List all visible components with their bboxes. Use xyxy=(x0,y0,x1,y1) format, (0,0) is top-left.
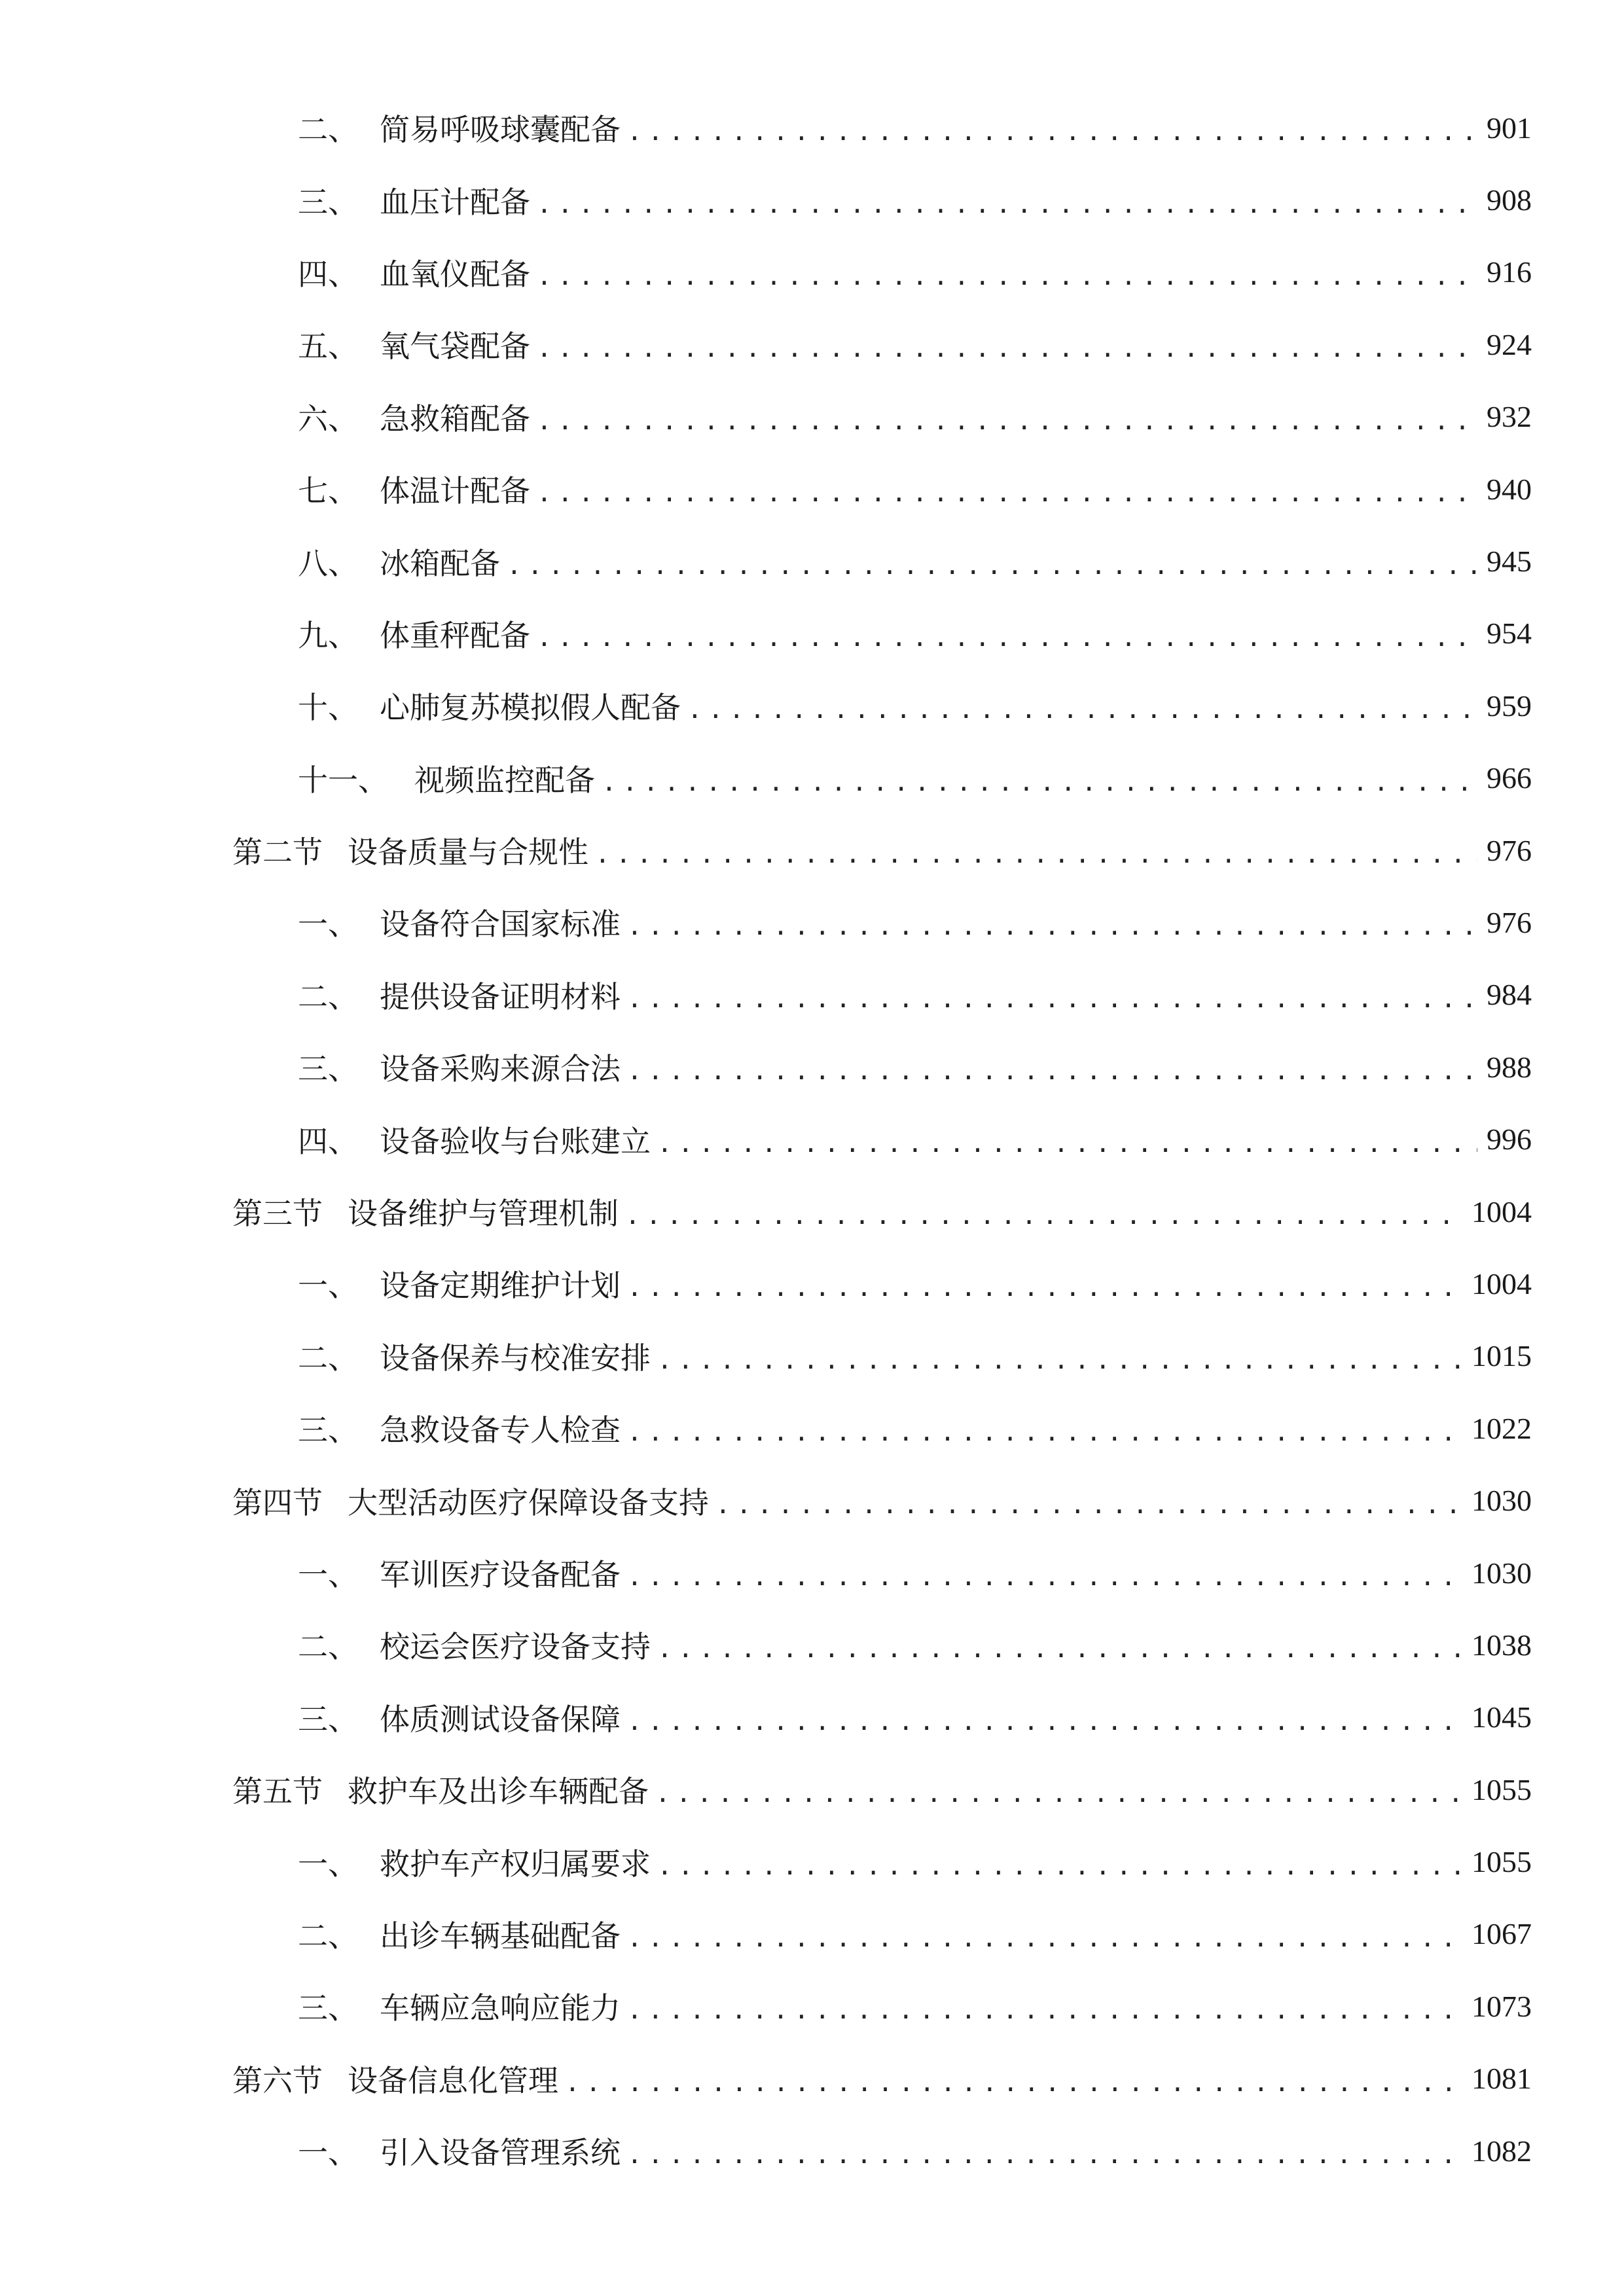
entry-page-number: 976 xyxy=(1487,905,1532,939)
entry-page-number: 1004 xyxy=(1471,1194,1532,1229)
section-title: 大型活动医疗保障设备支持 xyxy=(348,1484,709,1520)
entry-number: 三、 xyxy=(298,1051,358,1087)
toc-section-entry[interactable] xyxy=(232,1753,1532,1825)
entry-title: 设备定期维护计划 xyxy=(380,1268,621,1304)
dot-leader xyxy=(657,1634,1462,1663)
entry-page-number: 988 xyxy=(1487,1050,1532,1084)
dot-leader xyxy=(625,1201,1462,1230)
entry-number: 三、 xyxy=(298,184,358,220)
entry-page-number: 1055 xyxy=(1471,1772,1532,1806)
section-number: 第五节 xyxy=(232,1774,323,1810)
dot-leader xyxy=(657,1852,1462,1880)
entry-number: 二、 xyxy=(298,1629,358,1665)
entry-page-number: 924 xyxy=(1487,327,1532,361)
section-number: 第二节 xyxy=(232,834,323,870)
dot-leader xyxy=(627,1273,1462,1302)
toc-entry[interactable] xyxy=(232,1681,1532,1753)
toc-section-entry[interactable] xyxy=(232,1175,1532,1247)
entry-number: 六、 xyxy=(298,401,358,437)
entry-title: 设备验收与台账建立 xyxy=(380,1123,651,1159)
entry-number: 十、 xyxy=(298,690,358,726)
entry-number: 一、 xyxy=(298,1557,358,1592)
entry-number: 二、 xyxy=(298,112,358,148)
dot-leader xyxy=(687,695,1477,724)
entry-page-number: 1045 xyxy=(1471,1700,1532,1734)
entry-page-number: 1004 xyxy=(1471,1266,1532,1300)
entry-page-number: 1082 xyxy=(1471,2134,1532,2168)
entry-title: 视频监控配备 xyxy=(414,762,595,798)
toc-entry[interactable] xyxy=(232,1320,1532,1392)
entry-page-number: 959 xyxy=(1487,689,1532,723)
dot-leader xyxy=(507,551,1477,580)
dot-leader xyxy=(627,1707,1462,1736)
toc-entry[interactable] xyxy=(232,2115,1532,2187)
entry-page-number: 940 xyxy=(1487,472,1532,506)
entry-title: 体温计配备 xyxy=(380,473,530,509)
entry-number: 八、 xyxy=(298,545,358,581)
entry-title: 出诊车辆基础配备 xyxy=(380,1918,621,1954)
entry-title: 血氧仪配备 xyxy=(380,256,530,292)
entry-page-number: 908 xyxy=(1487,183,1532,217)
toc-entry[interactable] xyxy=(232,959,1532,1031)
toc-entry[interactable] xyxy=(232,92,1532,164)
entry-title: 设备采购来源合法 xyxy=(380,1051,621,1087)
entry-page-number: 984 xyxy=(1487,978,1532,1012)
dot-leader xyxy=(627,1056,1477,1085)
entry-title: 体重秤配备 xyxy=(380,617,530,653)
dot-leader xyxy=(627,1562,1462,1591)
dot-leader xyxy=(715,1490,1462,1519)
dot-leader xyxy=(537,478,1477,507)
dot-leader xyxy=(627,912,1477,941)
section-number: 第三节 xyxy=(232,1196,323,1232)
entry-page-number: 901 xyxy=(1487,111,1532,145)
entry-number: 十一、 xyxy=(298,762,388,798)
entry-title: 冰箱配备 xyxy=(380,545,500,581)
entry-page-number: 1073 xyxy=(1471,1989,1532,2023)
entry-title: 急救设备专人检查 xyxy=(380,1412,621,1448)
entry-title: 氧气袋配备 xyxy=(380,329,530,365)
dot-leader xyxy=(627,1924,1462,1952)
toc-entry[interactable] xyxy=(232,236,1532,308)
entry-page-number: 1081 xyxy=(1471,2062,1532,2096)
toc-entry[interactable] xyxy=(232,308,1532,380)
section-title: 设备质量与合规性 xyxy=(348,834,588,870)
entry-number: 四、 xyxy=(298,1123,358,1159)
entry-page-number: 1038 xyxy=(1471,1628,1532,1662)
toc-entry[interactable] xyxy=(232,164,1532,236)
entry-page-number: 1015 xyxy=(1471,1339,1532,1373)
entry-page-number: 945 xyxy=(1487,545,1532,579)
entry-page-number: 932 xyxy=(1487,400,1532,434)
entry-number: 一、 xyxy=(298,2135,358,2171)
entry-page-number: 996 xyxy=(1487,1122,1532,1157)
entry-title: 救护车产权归属要求 xyxy=(380,1846,651,1882)
dot-leader xyxy=(627,117,1477,146)
entry-number: 五、 xyxy=(298,329,358,365)
toc-entry[interactable] xyxy=(232,598,1532,670)
section-title: 救护车及出诊车辆配备 xyxy=(348,1774,649,1810)
dot-leader xyxy=(627,2140,1462,2169)
entry-page-number: 1030 xyxy=(1471,1556,1532,1590)
toc-section-entry[interactable] xyxy=(232,1464,1532,1536)
entry-page-number: 976 xyxy=(1487,833,1532,867)
entry-number: 三、 xyxy=(298,1701,358,1737)
entry-number: 九、 xyxy=(298,617,358,653)
dot-leader xyxy=(537,623,1477,652)
toc-entry[interactable] xyxy=(232,1103,1532,1175)
dot-leader xyxy=(657,1346,1462,1374)
entry-number: 一、 xyxy=(298,1268,358,1304)
dot-leader xyxy=(537,190,1477,219)
toc-entry[interactable] xyxy=(232,1031,1532,1103)
entry-title: 简易呼吸球囊配备 xyxy=(380,112,621,148)
toc-entry[interactable] xyxy=(232,453,1532,525)
dot-leader xyxy=(537,406,1477,435)
entry-title: 体质测试设备保障 xyxy=(380,1701,621,1737)
toc-entry[interactable] xyxy=(232,742,1532,814)
toc-entry[interactable] xyxy=(232,1970,1532,2042)
entry-title: 设备保养与校准安排 xyxy=(380,1340,651,1376)
entry-number: 一、 xyxy=(298,906,358,942)
entry-number: 二、 xyxy=(298,978,358,1014)
entry-number: 一、 xyxy=(298,1846,358,1882)
entry-title: 校运会医疗设备支持 xyxy=(380,1629,651,1665)
dot-leader xyxy=(627,1418,1462,1446)
entry-page-number: 954 xyxy=(1487,617,1532,651)
entry-page-number: 1030 xyxy=(1471,1484,1532,1518)
entry-title: 车辆应急响应能力 xyxy=(380,1990,621,2026)
entry-title: 急救箱配备 xyxy=(380,401,530,437)
toc-entry[interactable] xyxy=(232,1609,1532,1681)
entry-page-number: 916 xyxy=(1487,255,1532,289)
entry-page-number: 1055 xyxy=(1471,1845,1532,1879)
section-title: 设备信息化管理 xyxy=(348,2062,558,2098)
toc-entry[interactable] xyxy=(232,525,1532,597)
dot-leader xyxy=(657,1129,1477,1158)
dot-leader xyxy=(602,768,1477,797)
dot-leader xyxy=(595,840,1477,869)
entry-number: 三、 xyxy=(298,1412,358,1448)
toc-entry[interactable] xyxy=(232,1898,1532,1970)
toc-entry[interactable] xyxy=(232,1537,1532,1609)
toc-entry[interactable] xyxy=(232,1825,1532,1897)
entry-number: 二、 xyxy=(298,1918,358,1954)
section-number: 第六节 xyxy=(232,2062,323,2098)
section-number: 第四节 xyxy=(232,1484,323,1520)
entry-page-number: 966 xyxy=(1487,761,1532,795)
table-of-contents xyxy=(232,92,1532,2187)
toc-section-entry[interactable] xyxy=(232,814,1532,886)
dot-leader xyxy=(537,334,1477,363)
entry-number: 二、 xyxy=(298,1340,358,1376)
entry-title: 军训医疗设备配备 xyxy=(380,1557,621,1592)
dot-leader xyxy=(627,984,1477,1013)
entry-title: 引入设备管理系统 xyxy=(380,2135,621,2171)
dot-leader xyxy=(655,1779,1462,1808)
entry-number: 七、 xyxy=(298,473,358,509)
entry-number: 四、 xyxy=(298,256,358,292)
toc-entry[interactable] xyxy=(232,1247,1532,1319)
entry-title: 心肺复苏模拟假人配备 xyxy=(380,690,681,726)
entry-page-number: 1067 xyxy=(1471,1917,1532,1951)
entry-number: 三、 xyxy=(298,1990,358,2026)
dot-leader xyxy=(537,262,1477,291)
toc-entry[interactable] xyxy=(232,670,1532,742)
entry-page-number: 1022 xyxy=(1471,1411,1532,1445)
section-title: 设备维护与管理机制 xyxy=(348,1196,619,1232)
entry-title: 血压计配备 xyxy=(380,184,530,220)
entry-title: 提供设备证明材料 xyxy=(380,978,621,1014)
toc-section-entry[interactable] xyxy=(232,2043,1532,2115)
toc-entry[interactable] xyxy=(232,1392,1532,1464)
toc-entry[interactable] xyxy=(232,381,1532,453)
toc-entry[interactable] xyxy=(232,886,1532,958)
dot-leader xyxy=(565,2068,1462,2097)
entry-title: 设备符合国家标准 xyxy=(380,906,621,942)
dot-leader xyxy=(627,1996,1462,2024)
